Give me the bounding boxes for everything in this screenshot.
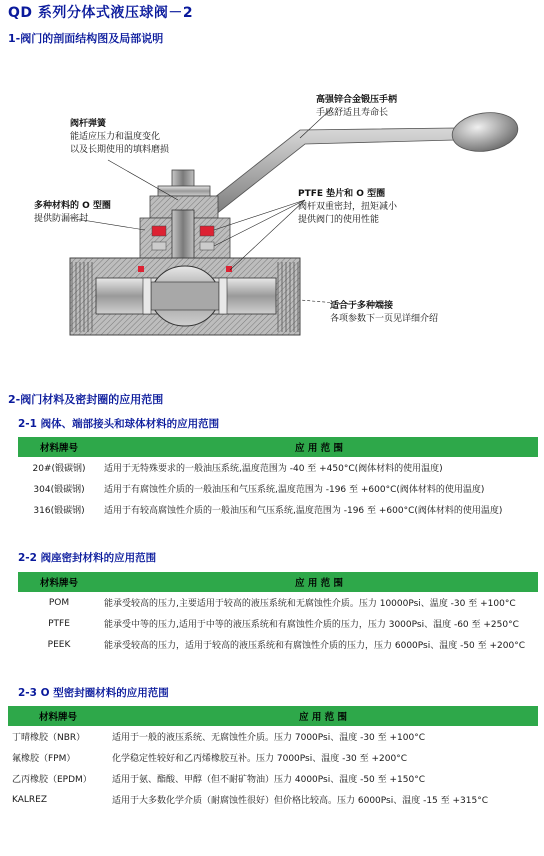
callout-stem-spring-title: 阀杆弹簧	[70, 119, 107, 129]
callout-o-ring-desc: 提供防漏密封	[34, 214, 89, 224]
material-desc: 适用于无特殊要求的一般油压系统,温度范围为 -40 至 +450°C(阀体材料的使用温度)	[104, 464, 443, 474]
callout-handle	[316, 94, 397, 120]
callout-ends-title: 适合于多种端接	[330, 301, 394, 311]
table-row	[18, 478, 538, 499]
table-row	[8, 768, 538, 789]
material-name: PTFE	[48, 618, 70, 629]
material-desc: 化学稳定性较好和乙丙烯橡胶互补。压力 7000Psi、温度 -30 至 +200°C	[112, 754, 408, 764]
material-desc: 适用于大多数化学介质（耐腐蚀性很好）但价格比较高。压力 6000Psi、温度 -15 至 +315°C	[112, 796, 489, 806]
material-desc: 适用于有腐蚀性介质的一般油压和气压系统,温度范围为 -196 至 +600°C(阀体材料的使用温度)	[104, 485, 485, 495]
table-row	[18, 634, 538, 655]
material-name: 316(锻碳钢)	[33, 506, 85, 516]
callout-ptfe-line2: 提供阀门的使用性能	[298, 215, 380, 225]
table2-col-desc: 应 用 范 围	[100, 572, 538, 592]
page-title: QD 系列分体式液压球阀－2	[8, 5, 194, 21]
callout-ptfe-line1: 阀杆双重密封，扭矩减小	[298, 202, 398, 212]
callout-stem-spring-line2: 以及长期使用的填料磨损	[70, 145, 170, 155]
section1-heading: 1-阀门的剖面结构图及局部说明	[8, 32, 164, 45]
material-name: 乙丙橡胶（EPDM）	[12, 775, 92, 785]
material-name: 氟橡胶（FPM）	[12, 754, 76, 764]
table3	[8, 706, 538, 810]
table-row	[8, 747, 538, 768]
material-name: 304(锻碳钢)	[33, 485, 85, 495]
callout-ptfe	[298, 188, 397, 227]
callout-handle-desc: 手感舒适且寿命长	[316, 108, 389, 118]
material-name: KALREZ	[12, 794, 48, 805]
callout-o-ring	[34, 200, 111, 226]
table3-col-name: 材料牌号	[8, 706, 108, 726]
table-row	[18, 613, 538, 634]
material-name: 20#(锻碳钢)	[32, 464, 86, 474]
callout-stem-spring	[70, 118, 169, 157]
callout-handle-title: 高强锌合金锻压手柄	[316, 95, 398, 105]
callout-o-ring-title: 多种材料的 O 型圈	[34, 201, 111, 211]
section2-heading: 2-阀门材料及密封圈的应用范围	[8, 393, 164, 406]
material-name: POM	[48, 597, 70, 608]
table2-heading: 2-2 阀座密封材料的应用范围	[18, 552, 157, 564]
callout-stem-spring-line1: 能适应压力和温度变化	[70, 132, 161, 142]
material-desc: 能承受较高的压力,主要适用于较高的液压系统和无腐蚀性介质。压力 10000Psi、温度 -30 至 +100°C	[104, 599, 516, 609]
table1	[18, 437, 538, 520]
table1-heading: 2-1 阀体、端部接头和球体材料的应用范围	[18, 418, 220, 430]
material-desc: 适用于氨、酯酸、甲醇（但不耐矿物油）压力 4000Psi、温度 -50 至 +150°C	[112, 775, 426, 785]
table-row	[18, 592, 538, 613]
table2	[18, 572, 538, 655]
table-row	[8, 726, 538, 747]
material-name: PEEK	[47, 639, 71, 650]
table-row	[18, 499, 538, 520]
table-row	[18, 457, 538, 478]
material-desc: 能承受中等的压力,适用于中等的液压系统和有腐蚀性介质的压力，压力 3000Psi、温度 -60 至 +250°C	[104, 620, 519, 630]
table2-col-name: 材料牌号	[18, 572, 100, 592]
material-desc: 适用于一般的液压系统、无腐蚀性介质。压力 7000Psi、温度 -30 至 +100°C	[112, 733, 426, 743]
table1-col-desc: 应 用 范 围	[100, 437, 538, 457]
table3-heading: 2-3 O 型密封圈材料的应用范围	[18, 687, 169, 699]
table-row	[8, 789, 538, 810]
material-desc: 适用于有较高腐蚀性介质的一般油压和气压系统,温度范围为 -196 至 +600°C(阀体材料的使用温度)	[104, 506, 503, 516]
material-name: 丁晴橡胶（NBR）	[12, 733, 86, 743]
callout-ends	[330, 300, 438, 326]
callout-ends-desc: 各项参数下一页见详细介绍	[330, 314, 439, 324]
table1-col-name: 材料牌号	[18, 437, 100, 457]
material-desc: 能承受较高的压力，适用于较高的液压系统和有腐蚀性介质的压力，压力 6000Psi、温度 -50 至 +200°C	[104, 641, 526, 651]
callout-ptfe-title: PTFE 垫片和 O 型圈	[298, 189, 386, 199]
table3-col-desc: 应 用 范 围	[108, 706, 538, 726]
